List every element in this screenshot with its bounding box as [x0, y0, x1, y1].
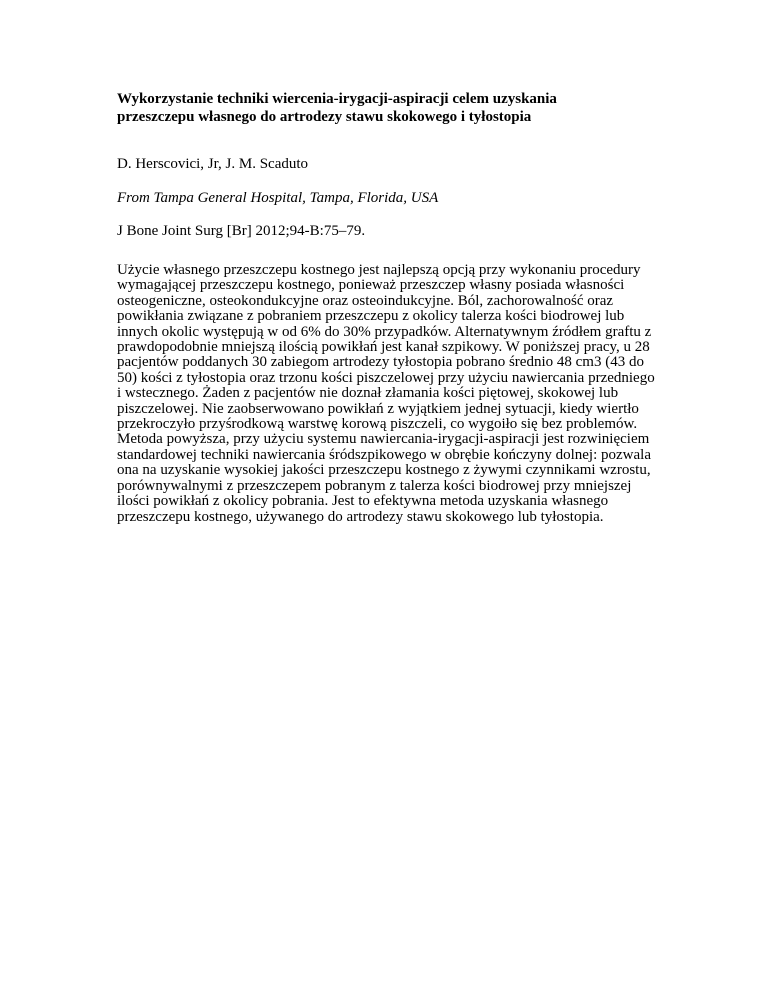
title-line-2: przeszczepu własnego do artrodezy stawu skokowego i tyłostopia — [117, 109, 532, 125]
authors: D. Herscovici, Jr, J. M. Scaduto — [117, 156, 309, 172]
abstract — [117, 263, 657, 525]
document-title — [117, 90, 677, 126]
abstract-paragraph-1: Użycie własnego przeszczepu kostnego jest najlepszą opcją przy wykonaniu procedury wymagającej przeszczepu kostnego, ponieważ przeszczep własny posiada własności osteogeniczne, osteokondukcyjne oraz osteoindukcyjne. Ból, zachorowalność oraz powikłania związane z pobraniem przeszczepu z okolicy talerza kości biodrowej lub innych okolic występują w od 6% do 30% przypadków. Alternatywnym źródłem graftu z prawdopodobnie mniejszą ilością powikłań jest kanał szpikowy. W poniższej pracy, u 28 pacjentów poddanych 30 zabiegom artrodezy tyłostopia pobrano średnio 48 cm3 (43 do 50) kości z tyłostopia oraz trzonu kości piszczelowej przy użyciu nawiercania przedniego i wstecznego. Żaden z pacjentów nie doznał złamania kości piętowej, skokowej lub piszczelowej. Nie zaobserwowano powikłań z wyjątkiem jednej sytuacji, kiedy wiertło przekroczyło przyśrodkową warstwę korową piszczeli, co wygoiło się bez problemów. — [117, 262, 655, 433]
citation: J Bone Joint Surg [Br] 2012;94-B:75–79. — [117, 223, 366, 239]
affiliation: From Tampa General Hospital, Tampa, Florida, USA — [117, 190, 439, 206]
abstract-paragraph-2: Metoda powyższa, przy użyciu systemu nawiercania-irygacji-aspiracji jest rozwinięciem standardowej techniki nawiercania śródszpikowego w obrębie kończyny dolnej: pozwala ona na uzyskanie wysokiej jakości przeszczepu kostnego z żywymi czynnikami wzrostu, porównywalnymi z przeszczepem pobranym z talerza kości biodrowej przy mniejszej ilości powikłań z okolicy pobrania. Jest to efektywna metoda uzyskania własnego przeszczepu kostnego, używanego do artrodezy stawu skokowego lub tyłostopia. — [117, 431, 651, 525]
title-line-1: Wykorzystanie techniki wiercenia-irygacji-aspiracji celem uzyskania — [117, 91, 557, 107]
